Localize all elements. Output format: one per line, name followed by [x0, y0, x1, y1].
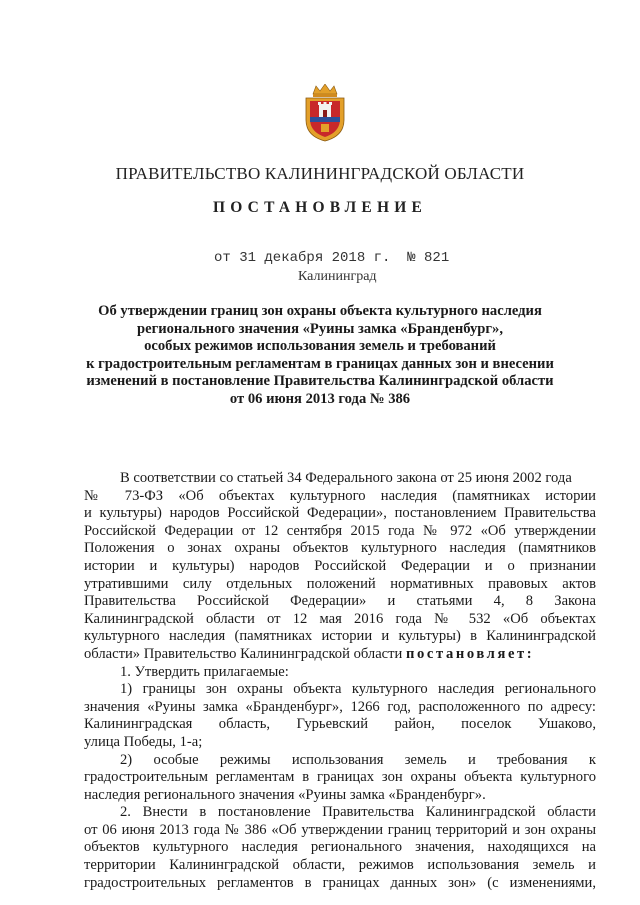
coat-of-arms-emblem	[302, 84, 348, 142]
subject-line: Об утверждении границ зон охраны объекта культурного наследия	[98, 303, 542, 319]
body-line: Правительства Российской Федерации» и статьями 4, 8 Закона	[84, 593, 596, 610]
body-line: утратившими силу отдельных положений нормативных правовых актов	[84, 575, 596, 592]
item-line: 2) особые режимы использования земель и требования к	[120, 751, 596, 768]
resolves-word: постановляет:	[406, 645, 535, 662]
document-date-number: от 31 декабря 2018 г. № 821	[214, 250, 450, 266]
item-line: территории Калининградской области, режимов использования земель и	[84, 857, 596, 874]
document-subject	[60, 303, 580, 409]
government-title: ПРАВИТЕЛЬСТВО КАЛИНИНГРАДСКОЙ ОБЛАСТИ	[115, 164, 525, 183]
body-line: № 73-ФЗ «Об объектах культурного наследия (памятниках истории	[84, 487, 596, 504]
item-line: наследия регионального значения «Руины замка «Бранденбург».	[84, 786, 486, 803]
document-type: ПОСТАНОВЛЕНИЕ	[212, 199, 428, 216]
body-line: Калининградской области от 12 мая 2016 года № 532 «Об объектах	[84, 610, 596, 627]
body-line: и культуры) народов Российской Федерации», постановлением Правительства	[84, 505, 596, 522]
item-line: значения «Руины замка «Бранденбург», 1266 год, расположенного по адресу:	[84, 698, 596, 715]
subject-line: регионального значения «Руины замка «Бранденбург»,	[137, 320, 503, 337]
body-line-text: области» Правительство Калининградской области	[84, 645, 403, 662]
subject-line: к градостроительным регламентам в границах данных зон и внесении	[86, 355, 554, 372]
subject-line: изменений в постановление Правительства Калининградской области	[86, 373, 554, 390]
body-line: культурного наследия (памятниках истории и культуры) в Калининградской	[84, 628, 596, 645]
item-line: Калининградская область, Гурьевский район, поселок Ушаково,	[84, 716, 596, 733]
item-line: 2. Внести в постановление Правительства Калининградской области	[120, 804, 596, 821]
body-line: Положения о зонах охраны объектов культурного наследия (памятников	[84, 540, 596, 557]
item-heading: 1. Утвердить прилагаемые:	[120, 663, 289, 680]
subject-line: особых режимов использования земель и требований	[144, 338, 496, 355]
document-body	[84, 470, 596, 892]
subject-line: от 06 июня 2013 года № 386	[229, 390, 411, 407]
body-line	[84, 646, 596, 664]
item-line: градостроительным регламентам в границах зон охраны объекта культурного	[84, 769, 596, 786]
body-line: Российской Федерации от 12 сентября 2015 года № 972 «Об утверждении	[84, 522, 596, 539]
body-line: В соответствии со статьей 34 Федерального закона от 25 июня 2002 года	[120, 470, 572, 486]
document-city: Калининград	[298, 269, 377, 284]
item-line: улица Победы, 1-а;	[84, 733, 203, 750]
item-line: градостроительных регламентов в границах данных зон» (с изменениями,	[84, 874, 596, 891]
item-line: от 06 июня 2013 года № 386 «Об утверждении границ территорий и зон охраны	[84, 821, 596, 838]
body-line: истории и культуры) народов Российской Федерации и о признании	[84, 557, 596, 574]
item-line: 1) границы зон охраны объекта культурного наследия регионального	[120, 681, 596, 698]
item-line: объектов культурного наследия регионального значения, находящихся на	[84, 839, 596, 856]
